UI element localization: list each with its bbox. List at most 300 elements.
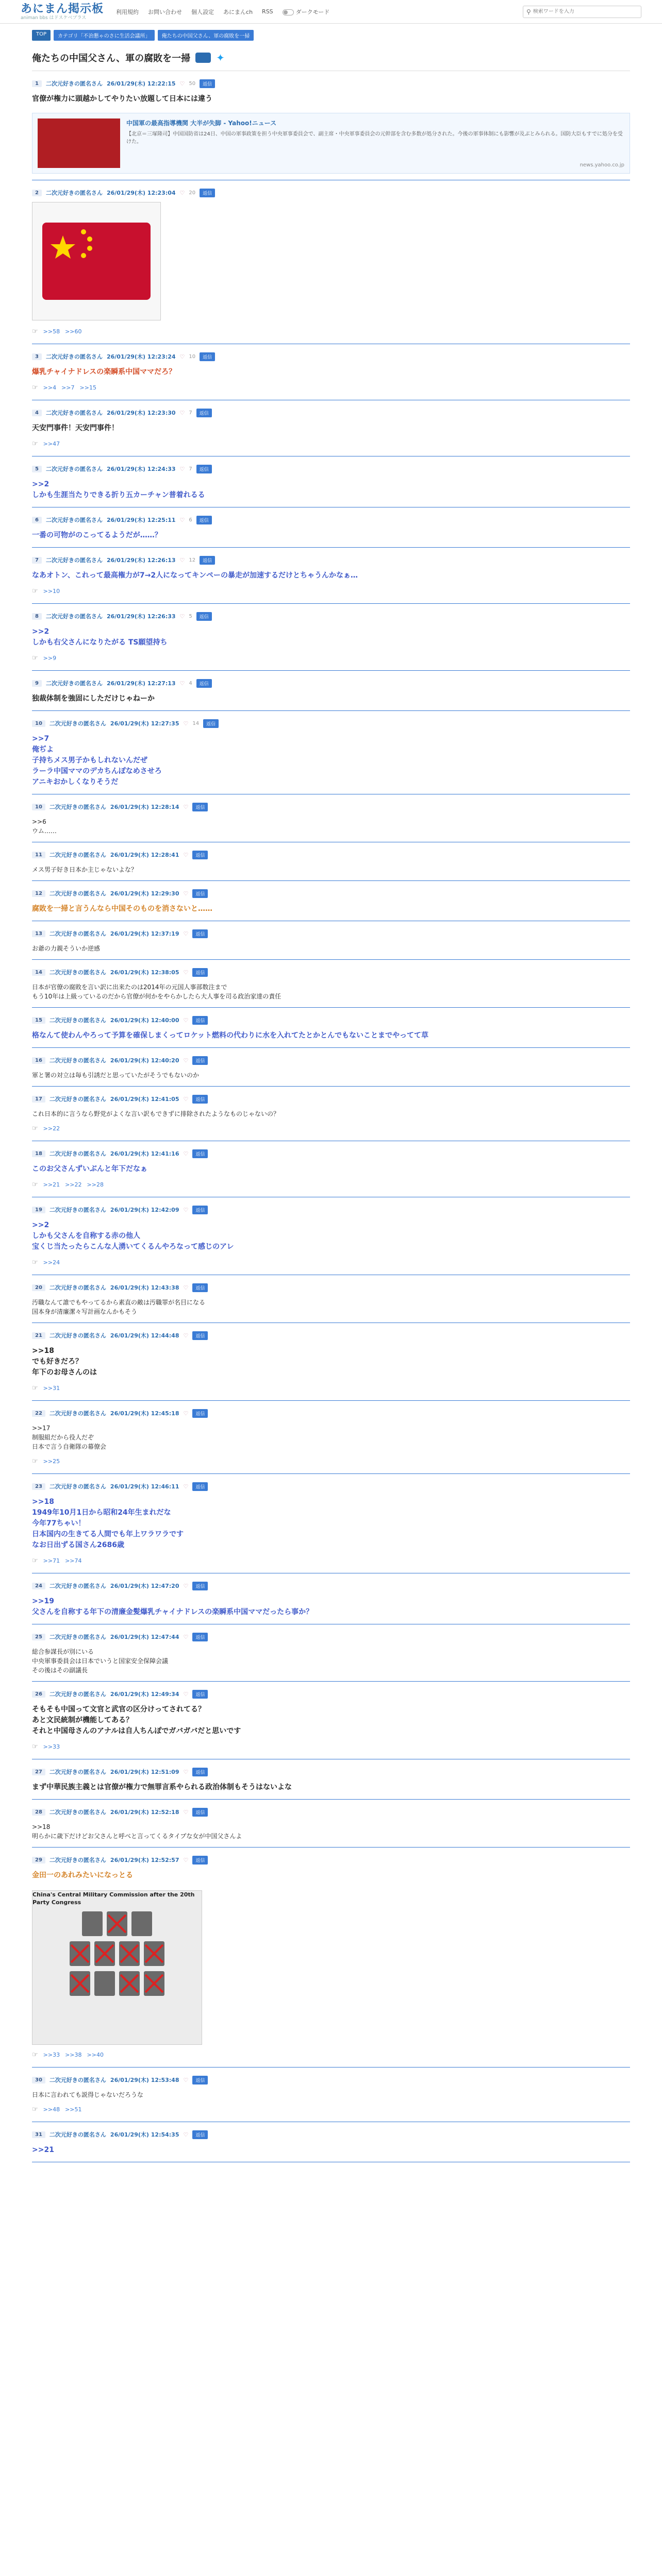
- post-number[interactable]: 7: [32, 557, 42, 564]
- post-number[interactable]: 20: [32, 1284, 45, 1291]
- post-number[interactable]: 22: [32, 1410, 45, 1417]
- heart-icon[interactable]: ♡: [179, 189, 185, 196]
- post-date: 26/01/29(木) 12:54:35: [110, 2131, 179, 2138]
- toggle-switch-icon[interactable]: [283, 9, 294, 15]
- post: [32, 1401, 630, 1474]
- reply-button[interactable]: 返信: [192, 1633, 208, 1641]
- poster-name: 二次元好きの匿名さん: [49, 1769, 106, 1775]
- link-card-url: news.yahoo.co.jp: [580, 162, 624, 168]
- post-date: 26/01/29(木) 12:41:05: [110, 1096, 179, 1103]
- post-number[interactable]: 28: [32, 1809, 45, 1816]
- post-header: [32, 188, 630, 198]
- post-date: 26/01/29(木) 12:42:09: [110, 1207, 179, 1213]
- post-body: そもそも中国って文官と武官の区分けってされてる？ あと文民統制が機能してある？ それと中国母さんのアナルは自人ちんぽでガバガバだと思いです: [32, 1705, 241, 1735]
- reply-button[interactable]: 返信: [192, 2130, 208, 2139]
- post-number[interactable]: 23: [32, 1483, 45, 1490]
- poster-name: 二次元好きの匿名さん: [45, 557, 103, 564]
- china-flag-image[interactable]: [32, 202, 161, 320]
- post: [32, 344, 630, 400]
- heart-icon[interactable]: ♡: [179, 353, 185, 360]
- heart-icon[interactable]: ♡: [183, 1057, 189, 1064]
- reply-button[interactable]: 返信: [192, 1409, 208, 1418]
- post-date: 26/01/29(木) 12:38:05: [110, 969, 179, 976]
- reply-button[interactable]: 返信: [192, 1206, 208, 1214]
- poster-name: 二次元好きの匿名さん: [45, 410, 103, 416]
- heart-icon[interactable]: ♡: [183, 1284, 189, 1291]
- post-header: [32, 967, 630, 977]
- post-date: 26/01/29(木) 12:46:11: [110, 1483, 179, 1490]
- post-number[interactable]: 5: [32, 466, 42, 472]
- heart-icon[interactable]: ♡: [183, 930, 189, 937]
- post-body: >>2 しかも父さんを自称する赤の他人 宝くじ当たったらこんな人湧いてくるんやろなって感じのアレ: [32, 1221, 234, 1251]
- heart-icon[interactable]: ♡: [183, 1483, 189, 1490]
- heart-icon[interactable]: ♡: [183, 1690, 189, 1698]
- post-body: 軍と署の対立は毎も引誘だと思っていたがそうでもないのか: [32, 1072, 200, 1079]
- logo-text[interactable]: あにまん掲示板: [21, 2, 104, 15]
- heart-icon[interactable]: ♡: [183, 890, 189, 897]
- reply-anchor-link[interactable]: >>25: [43, 1458, 60, 1465]
- post-body: お爺の力親そういか逆感: [32, 945, 101, 952]
- reply-anchor-link[interactable]: >>22: [65, 1181, 82, 1188]
- post-header: [32, 718, 630, 728]
- reply-anchor-link[interactable]: >>9: [43, 655, 57, 662]
- reply-button[interactable]: 返信: [192, 1149, 208, 1158]
- post-header: [32, 1148, 630, 1159]
- poster-name: 二次元好きの匿名さん: [49, 1284, 106, 1291]
- reply-button[interactable]: 返信: [196, 409, 212, 417]
- post: [32, 71, 630, 180]
- post: [32, 456, 630, 507]
- reply-anchors: [32, 1458, 630, 1473]
- post-date: 26/01/29(木) 12:45:18: [110, 1410, 179, 1417]
- post-header: [32, 1330, 630, 1341]
- post: [32, 2067, 630, 2122]
- post-date: 26/01/29(木) 12:23:04: [106, 190, 176, 196]
- post: [32, 548, 630, 604]
- post-body: このお父さんずいぶんと年下だなぁ: [32, 1165, 147, 1173]
- reply-button[interactable]: 返信: [200, 556, 215, 565]
- post-date: 26/01/29(木) 12:53:48: [110, 2077, 179, 2083]
- military-commission-image[interactable]: [32, 1890, 202, 2045]
- post: [32, 842, 630, 881]
- reply-anchors: [32, 328, 630, 344]
- heart-icon[interactable]: ♡: [183, 1856, 189, 1863]
- post-body: 総合参謀長が別にいる 中央軍事委員会は日本でいうと国家安全保障会議 その後はその副議長: [32, 1648, 169, 1674]
- pointing-hand-icon: ☞: [32, 440, 38, 448]
- post-header: [32, 1581, 630, 1591]
- post-body: 独裁体制を強固にしただけじゃねーか: [32, 694, 155, 703]
- poster-name: 二次元好きの匿名さん: [45, 466, 103, 472]
- heart-icon[interactable]: ♡: [179, 80, 185, 87]
- post-header: [32, 1767, 630, 1777]
- breadcrumb-category[interactable]: カテゴリ「不治懇ゃのさに生活会議所」: [54, 30, 155, 41]
- reply-button[interactable]: 返信: [192, 1690, 208, 1699]
- site-header: [0, 0, 662, 24]
- poster-name: 二次元好きの匿名さん: [45, 613, 103, 620]
- reply-anchor-link[interactable]: >>21: [43, 1181, 60, 1188]
- nav-settings[interactable]: 個人設定: [191, 8, 214, 15]
- post-date: 26/01/29(木) 12:47:20: [110, 1583, 179, 1589]
- heart-icon[interactable]: ♡: [183, 2131, 189, 2138]
- post-date: 26/01/29(木) 12:51:09: [110, 1769, 179, 1775]
- poster-name: 二次元好きの匿名さん: [49, 804, 106, 810]
- post-body: >>2 しかも右父さんになりたがる TS願望持ち: [32, 628, 168, 647]
- like-count: 20: [189, 190, 196, 196]
- nav-terms[interactable]: 利用規約: [116, 8, 139, 15]
- reply-button[interactable]: 返信: [192, 968, 208, 977]
- post: [32, 1800, 630, 1848]
- post-date: 26/01/29(木) 12:28:41: [110, 852, 179, 858]
- link-card[interactable]: [32, 113, 630, 174]
- thread-main: [32, 43, 630, 2162]
- poster-name: 二次元好きの匿名さん: [49, 1207, 106, 1213]
- post-header: [32, 1094, 630, 1104]
- post-body: >>21: [32, 2146, 54, 2154]
- pointing-hand-icon: ☞: [32, 328, 38, 335]
- like-count: 10: [189, 353, 196, 360]
- heart-icon[interactable]: ♡: [183, 2076, 189, 2083]
- post-number[interactable]: 26: [32, 1691, 45, 1698]
- post: [32, 507, 630, 548]
- poster-name: 二次元好きの匿名さん: [49, 2131, 106, 2138]
- reply-anchor-link[interactable]: >>22: [43, 1125, 60, 1132]
- heart-icon[interactable]: ♡: [179, 613, 185, 620]
- post-header: [32, 555, 630, 565]
- post-header: [32, 928, 630, 939]
- reply-button[interactable]: 返信: [200, 352, 215, 361]
- post: [32, 1682, 630, 1759]
- reply-button[interactable]: 返信: [192, 1016, 208, 1025]
- reply-button[interactable]: 返信: [192, 1808, 208, 1817]
- like-count: 7: [189, 466, 192, 472]
- post-number[interactable]: 31: [32, 2131, 45, 2138]
- post-number[interactable]: 9: [32, 680, 42, 687]
- breadcrumb: [0, 24, 662, 43]
- post-date: 26/01/29(木) 12:47:44: [110, 1634, 179, 1640]
- post-number[interactable]: 11: [32, 852, 45, 858]
- post-number[interactable]: 13: [32, 930, 45, 937]
- heart-icon[interactable]: ♡: [183, 1410, 189, 1417]
- post-header: [32, 1689, 630, 1699]
- reply-anchor-link[interactable]: >>24: [43, 1259, 60, 1266]
- poster-name: 二次元好きの匿名さん: [45, 353, 103, 360]
- heart-icon[interactable]: ♡: [179, 556, 185, 564]
- portrait-photo: [94, 1941, 115, 1966]
- poster-name: 二次元好きの匿名さん: [49, 1096, 106, 1103]
- heart-icon[interactable]: ♡: [183, 969, 189, 976]
- reply-button[interactable]: 返信: [192, 1095, 208, 1104]
- reply-anchor-link[interactable]: >>47: [43, 440, 60, 447]
- pointing-hand-icon: ☞: [32, 1125, 38, 1132]
- post-date: 26/01/29(木) 12:24:33: [106, 466, 176, 472]
- pointing-hand-icon: ☞: [32, 1458, 38, 1465]
- reply-button[interactable]: 返信: [192, 1283, 208, 1292]
- reply-anchor-link[interactable]: >>28: [87, 1181, 104, 1188]
- reply-anchor-link[interactable]: >>7: [61, 384, 75, 391]
- site-logo[interactable]: [21, 3, 104, 21]
- post-header: [32, 515, 630, 525]
- post-number[interactable]: 2: [32, 190, 42, 196]
- reply-anchors: [32, 440, 630, 456]
- post-header: [32, 1055, 630, 1065]
- post-date: 26/01/29(木) 12:25:11: [106, 517, 176, 523]
- poster-name: 二次元好きの匿名さん: [45, 80, 103, 87]
- post-body: 官僚が権力に頭越かしてやりたい放題して日本には違う: [32, 95, 212, 103]
- reply-button[interactable]: 返信: [192, 851, 208, 859]
- reply-button[interactable]: 返信: [196, 516, 212, 524]
- reply-anchor-link[interactable]: >>38: [65, 2052, 82, 2058]
- post-number[interactable]: 27: [32, 1769, 45, 1775]
- post-header: [32, 1205, 630, 1215]
- post: [32, 604, 630, 671]
- portrait-photo: [131, 1911, 152, 1936]
- reply-button[interactable]: 返信: [192, 1582, 208, 1590]
- reply-anchors: [32, 1125, 630, 1141]
- post-number[interactable]: 19: [32, 1207, 45, 1213]
- poster-row: [32, 1941, 202, 1966]
- heart-icon[interactable]: ♡: [183, 1633, 189, 1640]
- reply-anchor-link[interactable]: >>40: [87, 2052, 104, 2058]
- post-date: 26/01/29(木) 12:29:30: [110, 890, 179, 897]
- heart-icon[interactable]: ♡: [183, 1150, 189, 1157]
- post-number[interactable]: 3: [32, 353, 42, 360]
- flag-stars-icon: [42, 223, 151, 300]
- reply-anchor-link[interactable]: >>15: [79, 384, 96, 391]
- poster-name: 二次元好きの匿名さん: [49, 1857, 106, 1863]
- pointing-hand-icon: ☞: [32, 1557, 38, 1565]
- reply-anchor-link[interactable]: >>33: [43, 2052, 60, 2058]
- pointing-hand-icon: ☞: [32, 1181, 38, 1189]
- post-number[interactable]: 12: [32, 890, 45, 897]
- post-body: >>6 ウム……: [32, 818, 57, 835]
- post: [32, 921, 630, 960]
- reply-anchor-link[interactable]: >>48: [43, 2106, 60, 2113]
- poster-name: 二次元好きの匿名さん: [49, 1017, 106, 1024]
- reply-button[interactable]: 返信: [203, 719, 219, 728]
- like-count: 7: [189, 410, 192, 416]
- post-date: 26/01/29(木) 12:27:13: [106, 680, 176, 687]
- breadcrumb-top[interactable]: TOP: [32, 30, 51, 41]
- reply-anchors: [32, 654, 630, 670]
- reply-button[interactable]: 返信: [192, 929, 208, 938]
- poster-name: 二次元好きの匿名さん: [45, 680, 103, 687]
- search-input[interactable]: [533, 9, 631, 14]
- link-card-title[interactable]: 中国軍の最高指導機関 大半が失脚 - Yahoo!ニュース: [126, 120, 277, 127]
- post-number[interactable]: 18: [32, 1150, 45, 1157]
- post-number[interactable]: 10: [32, 720, 45, 727]
- poster-row: [32, 1971, 202, 1996]
- reply-anchor-link[interactable]: >>10: [43, 588, 60, 595]
- post-body: 腐敗を一掃と言うんなら中国そのものを消さないと……: [32, 905, 212, 913]
- reply-anchor-link[interactable]: >>51: [65, 2106, 82, 2113]
- reply-button[interactable]: 返信: [196, 465, 212, 473]
- heart-icon[interactable]: ♡: [179, 680, 185, 687]
- nav-animanch[interactable]: あにまんch: [223, 8, 253, 15]
- post-number[interactable]: 24: [32, 1583, 45, 1589]
- poster-row: [32, 1911, 202, 1936]
- pointing-hand-icon: ☞: [32, 2106, 38, 2113]
- post: [32, 671, 630, 711]
- post-header: [32, 1015, 630, 1025]
- pointing-hand-icon: ☞: [32, 1743, 38, 1751]
- heart-icon[interactable]: ♡: [179, 409, 185, 416]
- reply-button[interactable]: 返信: [192, 1482, 208, 1491]
- heart-icon[interactable]: ♡: [183, 1016, 189, 1024]
- search-box: [523, 6, 641, 18]
- post: [32, 881, 630, 921]
- poster-name: 二次元好きの匿名さん: [45, 517, 103, 523]
- post: [32, 960, 630, 1008]
- heart-icon[interactable]: ♡: [183, 720, 189, 727]
- post-number[interactable]: 17: [32, 1096, 45, 1103]
- poster-name: 二次元好きの匿名さん: [49, 930, 106, 937]
- post-body: 天安門事件！天安門事件！: [32, 424, 119, 432]
- reply-button[interactable]: 返信: [192, 2076, 208, 2084]
- reply-anchor-link[interactable]: >>58: [43, 328, 60, 335]
- like-count: 50: [189, 80, 196, 87]
- reply-button[interactable]: 返信: [192, 1768, 208, 1776]
- share-icon[interactable]: [195, 53, 211, 63]
- post-date: 26/01/29(木) 12:22:15: [106, 80, 176, 87]
- reply-button[interactable]: 返信: [192, 1331, 208, 1340]
- post-header: [32, 678, 630, 688]
- link-card-thumbnail: [38, 118, 120, 168]
- heart-icon[interactable]: ♡: [183, 1582, 189, 1589]
- pointing-hand-icon: ☞: [32, 587, 38, 595]
- post: [32, 400, 630, 456]
- nav-rss[interactable]: RSS: [262, 8, 273, 15]
- nav-contact[interactable]: お問い合わせ: [148, 8, 183, 15]
- reply-button[interactable]: 返信: [192, 1856, 208, 1865]
- heart-icon[interactable]: ♡: [183, 803, 189, 810]
- search-icon[interactable]: ⚲: [526, 8, 531, 15]
- post-body: 日本が官僚の腐敗を言い訳に出来たのは2014年の元国人事部数注まで もう10年は上級っているのだから官僚が何かをやらかしたら大人事を司る政治家達の責任: [32, 984, 282, 1000]
- reply-anchor-link[interactable]: >>4: [43, 384, 57, 391]
- dark-mode-toggle[interactable]: [283, 8, 330, 16]
- post: [32, 1759, 630, 1800]
- heart-icon[interactable]: ♡: [183, 1808, 189, 1816]
- post-number[interactable]: 25: [32, 1634, 45, 1640]
- reply-button[interactable]: 返信: [192, 803, 208, 811]
- reply-button[interactable]: 返信: [200, 189, 215, 197]
- post: [32, 1197, 630, 1275]
- post-number[interactable]: 14: [32, 969, 45, 976]
- post-date: 26/01/29(木) 12:49:34: [110, 1691, 179, 1698]
- heart-icon[interactable]: ♡: [183, 851, 189, 858]
- post-number[interactable]: 30: [32, 2077, 45, 2083]
- like-count: 12: [189, 557, 196, 563]
- poster-name: 二次元好きの匿名さん: [49, 852, 106, 858]
- pointing-hand-icon: ☞: [32, 1384, 38, 1392]
- reply-anchor-link[interactable]: >>71: [43, 1557, 60, 1564]
- reply-button[interactable]: 返信: [192, 1056, 208, 1065]
- post-date: 26/01/29(木) 12:41:16: [110, 1150, 179, 1157]
- heart-icon[interactable]: ♡: [179, 465, 185, 472]
- heart-icon[interactable]: ♡: [179, 516, 185, 523]
- post-header: [32, 2129, 630, 2140]
- post-body: 一番の可物がのこってるようだが……？: [32, 531, 162, 539]
- like-count: 4: [189, 680, 192, 686]
- top-nav: [116, 8, 329, 16]
- reply-button[interactable]: 返信: [196, 612, 212, 621]
- page-title: 俺たちの中国父さん、軍の腐敗を一掃: [32, 53, 191, 64]
- heart-icon[interactable]: ♡: [183, 1332, 189, 1339]
- reply-anchor-link[interactable]: >>33: [43, 1743, 60, 1750]
- thread-title-row: [32, 46, 630, 71]
- post-header: [32, 611, 630, 621]
- post: [32, 794, 630, 842]
- post-number[interactable]: 6: [32, 517, 42, 523]
- reply-button[interactable]: 返信: [200, 79, 215, 88]
- poster-name: 二次元好きの匿名さん: [49, 1634, 106, 1640]
- post-number[interactable]: 29: [32, 1857, 45, 1863]
- post-number[interactable]: 21: [32, 1332, 45, 1339]
- poster-name: 二次元好きの匿名さん: [49, 1691, 106, 1698]
- post-date: 26/01/29(木) 12:23:24: [106, 353, 176, 360]
- post-header: [32, 1855, 630, 1865]
- like-count: 6: [189, 517, 192, 523]
- post-date: 26/01/29(木) 12:52:57: [110, 1857, 179, 1863]
- post: [32, 1848, 630, 2067]
- like-count: 5: [189, 613, 192, 619]
- post-header: [32, 351, 630, 362]
- flag-graphic: [42, 223, 151, 300]
- post-body: >>7 俺ぢよ 子持ちメス男子かもしれないんだぜ ラーラ中国ママのデカちんぽなめさせろ アニキおかしくなりそうだ: [32, 735, 162, 786]
- portrait-photo: [119, 1971, 140, 1996]
- heart-icon[interactable]: ♡: [183, 1206, 189, 1213]
- post-header: [32, 464, 630, 474]
- post-header: [32, 408, 630, 418]
- post-body: >>2 しかも生涯当たりできる折り五カーチャン普着れるる: [32, 480, 205, 499]
- poster-name: 二次元好きの匿名さん: [49, 1332, 106, 1339]
- reply-anchor-link[interactable]: >>60: [65, 328, 82, 335]
- post-body: >>18 でも好きだろ？ 年下のお母さんのは: [32, 1347, 97, 1377]
- reply-anchors: [32, 1181, 630, 1197]
- post-number[interactable]: 4: [32, 410, 42, 416]
- post-number[interactable]: 16: [32, 1057, 45, 1064]
- reply-anchor-link[interactable]: >>31: [43, 1385, 60, 1392]
- reply-button[interactable]: 返信: [196, 679, 212, 688]
- post-list: [32, 71, 630, 2162]
- breadcrumb-thread[interactable]: 俺たちの中国父さん、軍の腐敗を一掃: [158, 30, 254, 41]
- post-date: 26/01/29(木) 12:37:19: [110, 930, 179, 937]
- post-number[interactable]: 1: [32, 80, 42, 87]
- reply-button[interactable]: 返信: [192, 889, 208, 898]
- post: [32, 1323, 630, 1401]
- post-date: 26/01/29(木) 12:26:13: [106, 557, 176, 564]
- post-date: 26/01/29(木) 12:40:20: [110, 1057, 179, 1064]
- post-body: >>18 明らかに歳下だけどお父さんと呼べと言ってくるタイプな女が中国父さんよ: [32, 1823, 242, 1840]
- twitter-icon[interactable]: ✦: [216, 52, 225, 64]
- poster-name: 二次元好きの匿名さん: [49, 1809, 106, 1816]
- post: [32, 1275, 630, 1323]
- post: [32, 1624, 630, 1682]
- post-number[interactable]: 15: [32, 1017, 45, 1024]
- reply-anchors: [32, 1557, 630, 1573]
- poster-name: 二次元好きの匿名さん: [49, 2077, 106, 2083]
- logo-subtitle: animan bbs はドスケベプラス: [21, 15, 87, 21]
- post-number[interactable]: 10: [32, 804, 45, 810]
- link-card-description: 【北京＝三塚隆司】中国国防省は24日、中国の軍事政策を担う中央軍事委員会で、副主席・中央軍事委員会の元幹部を含む多数が処分された。今後の軍事体制にも影響が及ぶとみられる。国防大臣もすでに処分を受けた。: [126, 131, 623, 145]
- post-number[interactable]: 8: [32, 613, 42, 620]
- poster-name: 二次元好きの匿名さん: [49, 720, 106, 727]
- reply-anchor-link[interactable]: >>74: [65, 1557, 82, 1564]
- post-header: [32, 850, 630, 860]
- post: [32, 1474, 630, 1573]
- heart-icon[interactable]: ♡: [183, 1768, 189, 1775]
- heart-icon[interactable]: ♡: [183, 1095, 189, 1103]
- post-header: [32, 1807, 630, 1817]
